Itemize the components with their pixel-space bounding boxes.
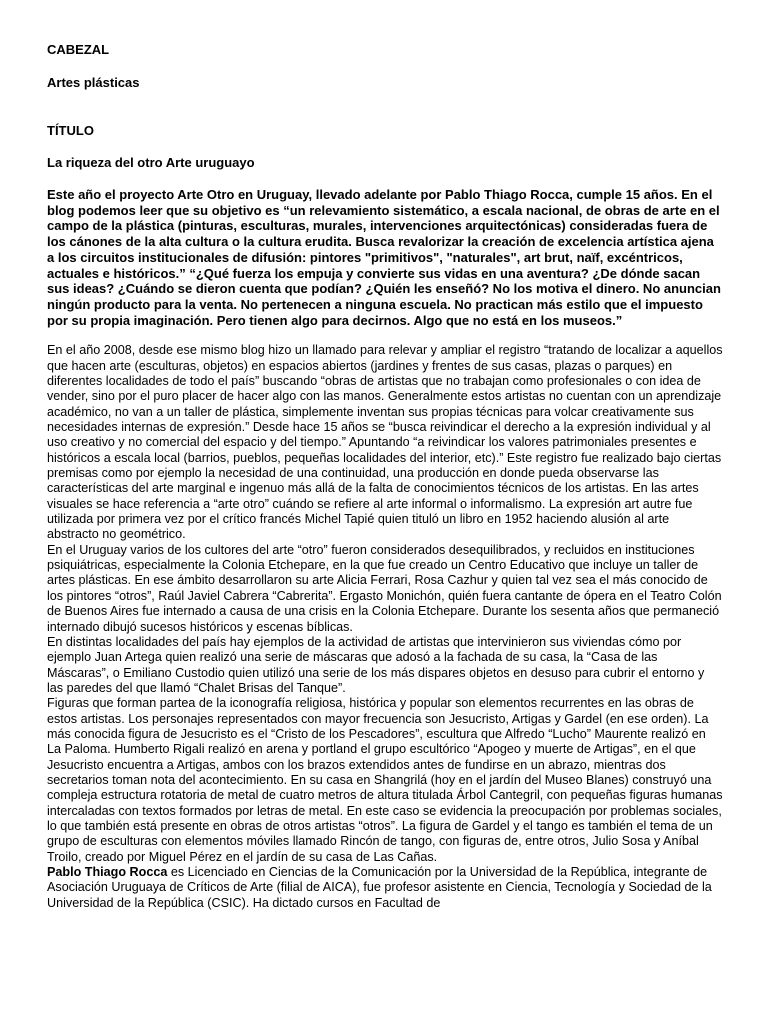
document-page: [47, 38, 723, 911]
body-paragraph-2: En el Uruguay varios de los cultores del arte “otro” fueron considerados desequilibrados, y recluidos en instituciones psiquiátricas, especialmente la Colonia Etchepare, en la que fue creado un Centro Educativo que incluye un taller de artes plásticas. En ese ámbito desarrollaron su arte Alicia Ferrari, Rosa Cazhur y quien tal vez sea el más conocido de los pintores “otros”, Raúl Javiel Cabrera “Cabrerita”. Ergasto Monichón, quién fuera cantante de ópera en el Teatro Colón de Buenos Aires fue internado a causa de una crisis en la Colonia Etchepare. Durante los sesenta años que permaneció internado dibujó sucesos históricos y escenas bíblicas.: [47, 542, 722, 634]
section-name: Artes plásticas: [47, 75, 140, 90]
body-paragraph-1: En el año 2008, desde ese mismo blog hizo un llamado para relevar y ampliar el registro “tratando de localizar a aquellos que hacen arte (esculturas, objetos) en espacios abiertos (jardines y frentes de sus casas, plazas o parques) en diferentes localidades de todo el país” buscando “obras de artistas que no trabajan como profesionales o con idea de vender, sino por el puro placer de hacer algo con las manos. Generalmente estos artistas no cuentan con un aprendizaje académico, no van a un taller de plástica, simplemente inventan sus propias técnicas para volcar creativamente sus necesidades internas de expresión.” Desde hace 15 años se “busca reivindicar el derecho a la expresión individual y al uso creativo y no comercial del espacio y del tiempo.” Apuntando “a reivindicar los valores patrimoniales presentes e históricos a escala local (barrios, pueblos, pequeñas localidades del interior, etc).” Este registro fue realizado bajo ciertas premisas como por ejemplo la necesidad de una continuidad, una producción en donde pueda observarse las características del arte marginal e ingenuo más allá de la falta de conocimientos técnicos de los artistas. En las artes visuales se hace referencia a “arte otro” cuándo se refiere al arte informal o informalismo. La expresión art autre fue utilizada por primera vez por el crítico francés Michel Tapié quien tituló un libro en 1952 haciendo alusión al arte abstracto no geométrico.: [47, 343, 723, 542]
body-paragraph-4: Figuras que forman partea de la iconografía religiosa, histórica y popular son elementos recurrentes en las obras de estos artistas. Los personajes representados con mayor frecuencia son Jesucristo, Artigas y Gardel (en ese orden). La más conocida figura de Jesucristo es el “Cristo de los Pescadores”, escultura que Alfredo “Lucho” Maurente realizó en La Paloma. Humberto Rigali realizó en arena y portland el grupo escultórico “Apogeo y muerte de Artigas”, en el que Jesucristo encuentra a Artigas, ambos con los brazos extendidos antes de fundirse en un abrazo, mientras dos secretarios toman nota del acontecimiento. En su casa en Shangrilá (hoy en el jardín del Museo Blanes) construyó una compleja estructura rotatoria de metal de cuatro metros de altura titulada Árbol Cantegril, con pequeñas figuras humanas intercaladas con textos formados por letras de metal. En este caso se evidencia la preocupación por problemas sociales, lo que también está presente en obras de otros artistas “otros”. La figura de Gardel y el tango es también el tema de un grupo de esculturas con elementos móviles llamado Rincón de tango, con figuras de, entre otros, Julio Sosa y Aníbal Troilo, creado por Miguel Pérez en el jardín de su casa de Las Cañas.: [47, 696, 723, 864]
cabezal-label: CABEZAL: [47, 42, 110, 57]
titulo-label: TÍTULO: [47, 123, 94, 138]
author-bio-paragraph: [47, 865, 723, 911]
lead-paragraph: Este año el proyecto Arte Otro en Uruguay, llevado adelante por Pablo Thiago Rocca, cumple 15 años. En el blog podemos leer que su objetivo es “un relevamiento sistemático, a escala nacional, de obras de arte en el campo de la plástica (pinturas, esculturas, murales, intervenciones arquitectónicas) consideradas fuera de los cánones de la alta cultura o la cultura erudita. Busca revalorizar la creación de excelencia artística ajena a los circuitos institucionales de difusión: pintores "primitivos", "naturales", art brut, naïf, excéntricos, actuales e históricos.” “¿Qué fuerza los empuja y convierte sus vidas en una aventura? ¿De dónde sacan sus ideas? ¿Cuándo se dieron cuenta que podían? ¿Quién les enseñó? No los motiva el dinero. No anuncian ningún producto para la venta. No pertenecen a ninguna escuela. No practican más estilo que el impuesto por su propia imaginación. Pero tienen algo para decirnos. Algo que no está en los museos.”: [47, 187, 721, 328]
author-bio-text: es Licenciado en Ciencias de la Comunicación por la Universidad de la República, integrante de Asociación Uruguaya de Críticos de Arte (filial de AICA), fue profesor asistente en Ciencia, Tecnología y Sociedad de la Universidad de la República (CSIC). Ha dictado cursos en Facultad de: [47, 865, 712, 910]
body-paragraph-3: En distintas localidades del país hay ejemplos de la actividad de artistas que intervinieron sus viviendas cómo por ejemplo Juan Artega quien realizó una serie de máscaras que adosó a la fachada de su casa, la “Casa de las Máscaras”, o Emiliano Custodio quien utilizó una serie de los más dispares objetos en desuso para cubrir el entorno y las paredes del que llamó “Chalet Brisas del Tanque”.: [47, 634, 705, 695]
article-title: La riqueza del otro Arte uruguayo: [47, 155, 255, 170]
author-name: Pablo Thiago Rocca: [47, 865, 168, 880]
